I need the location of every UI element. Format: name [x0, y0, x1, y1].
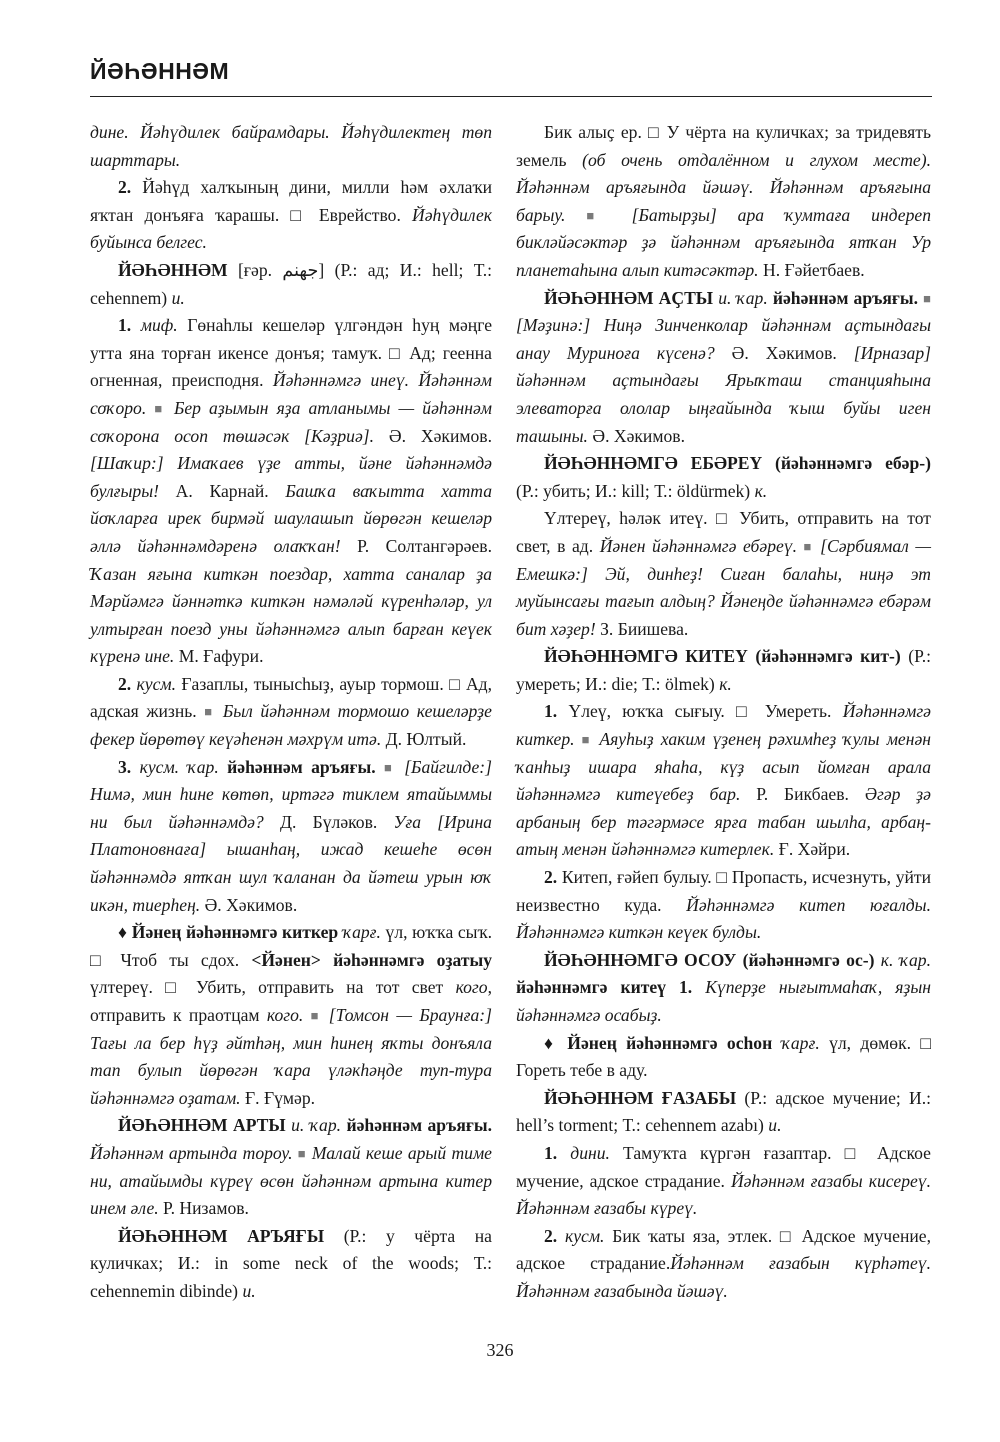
italic-text: [Томсон — Браунға:] Тағы ла бер һүҙ әйтһәң, мин һинең яҡты донъяла тап булып йөрөгән ҡара үләкһәңде туп-тура йәһәннәмгә оҙатам. [90, 1005, 492, 1108]
text: Ғ. Хәйри. [774, 839, 851, 860]
dictionary-paragraph [90, 174, 492, 257]
text: Н. Ғәйетбаев. [758, 259, 865, 280]
text: Бик ҡаты яза, этлек. □ Адское мучение, адское страдание. [516, 1225, 931, 1274]
dictionary-paragraph [90, 257, 492, 312]
italic-text: Йәһәннәм артында тороу. [90, 1142, 298, 1163]
bold-text: ЙӘҺӘННӘМ АРЪЯҒЫ [118, 1225, 344, 1246]
italic-text: [Мәҙинә:] Ниңә Зинченколар йәһәннәм аҫтындағы анау Муриноға күсенә? [516, 315, 931, 363]
page-number: 326 [486, 1340, 514, 1360]
italic-text: и. [242, 1280, 256, 1301]
text: үлтереү. □ Убить, отправить на тот свет [90, 977, 456, 998]
italic-text: Әгәр ҙә арбаның бер тәгәрмәсе ярға табан шылһа, арбаң-атың менән йәһәннәмгә китерлек. [516, 784, 931, 860]
italic-text: Йәһәннәмгә инеү. Йәһәннәм соҡоро. [90, 370, 492, 418]
dictionary-paragraph [516, 505, 931, 643]
running-head: ЙӘҺӘННӘМ [90, 58, 230, 84]
italic-text: [Сәрбиямал — Емешкә:] Эй, динһеҙ! Сиған балаһы, ниңә эт муйынсағы тағып алдың? Йәнеңде йәһәннәмгә ебәрәм бит хәҙер! [516, 535, 932, 639]
bold-text: ♦ Йәнең йәһәннәмгә осһон [544, 1032, 782, 1053]
text: Ә. Хәкимов. [587, 425, 685, 446]
italic-text: и. [171, 287, 185, 308]
italic-text: Күперҙе нығытмаһаҡ, яҙын йәһәннәмгә осабыҙ. [516, 977, 931, 1025]
italic-text: Йәһәннәмгә киткер. [516, 701, 931, 750]
italic-text: Аяуһыҙ хаким үҙенең рәхимһеҙ ҡулы менән ҡанһыҙ ишара яһаһа, күҙ асып йомған арала йәһәннәмгә китеүебеҙ бар. [516, 729, 932, 805]
example-marker-icon: ■ [581, 732, 593, 748]
italic-text: и. [768, 1115, 782, 1136]
dictionary-paragraph [516, 947, 931, 1030]
text: үл, юҡҡа сыҡ. □ Чтоб ты сдох. [90, 922, 492, 970]
dictionary-paragraph [90, 754, 492, 920]
italic-text: миф. [140, 315, 178, 336]
bold-text: ЙӘҺӘННӘМ АРТЫ [118, 1115, 292, 1136]
example-marker-icon: ■ [310, 1008, 322, 1023]
text: Тамуҡта күргән ғазаптар. □ Адское мучение, адское страдание. [516, 1142, 931, 1191]
italic-text: Йәһүдилек буйынса белгес. [90, 204, 492, 253]
text: Үлеү, юҡҡа сығыу. □ Умереть. [568, 701, 843, 722]
text: (Р.: у чёрта на куличках; И.: in some neck of the woods; Т.: cehennemin dibinde) [90, 1225, 492, 1301]
bold-text: ЙӘҺӘННӘМ [118, 259, 238, 280]
bold-text: 1. [544, 1142, 571, 1163]
italic-text: и. ҡар. [718, 287, 768, 308]
example-marker-icon: ■ [297, 1145, 307, 1161]
italic-text: Малай кеше арый тиме ни, атайымды күреү өсөн йәһәннәм артына китер инем әле. [90, 1142, 492, 1219]
italic-text: [Шаҡир:] Имаҡаев үҙе атты, йәне йәһәннәмдә булғыры! [90, 453, 492, 501]
text: З. Биишева. [595, 618, 689, 639]
left-column [90, 119, 492, 1306]
italic-text: к. [719, 673, 732, 694]
text: (Р.: убить; И.: kill; Т.: öldürmek) [516, 480, 755, 501]
bold-text: 2. [118, 673, 137, 694]
dictionary-paragraph [516, 698, 931, 864]
bold-text: 2. [118, 177, 143, 198]
italic-text: дини. [570, 1142, 610, 1163]
example-marker-icon: ■ [586, 207, 611, 223]
dictionary-paragraph [90, 119, 492, 174]
italic-text: Йәнен йәһәннәмгә ебәреү. [599, 535, 804, 556]
dictionary-paragraph [516, 1140, 931, 1223]
example-marker-icon: ■ [154, 400, 166, 416]
text: (Р.: умереть; И.: die; Т.: ölmek) [516, 646, 931, 694]
text: Д. Бүләков. [263, 811, 394, 832]
italic-text: Йәһәннәмгә китеп юғалды. Йәһәннәмгә киткән кеүек булды. [516, 894, 931, 943]
text: Бик алыҫ ер. □ У чёрта на куличках; за тридевять земель [516, 122, 931, 170]
text: Йәһүд халҡының дини, милли һәм әхлаҡи яҡтан донъяға ҡарашы. □ Еврейство. [90, 177, 492, 225]
bold-text: ЙӘҺӘННӘМГӘ КИТЕҮ (йәһәннәмгә кит-) [544, 646, 909, 667]
dictionary-paragraph [90, 1223, 492, 1306]
dictionary-paragraph [516, 1030, 931, 1085]
dictionary-paragraph [516, 119, 931, 285]
bold-text: ЙӘҺӘННӘМ АҪТЫ [544, 287, 719, 308]
text: Д. Юлтый. [381, 729, 467, 750]
italic-text: кого [455, 977, 488, 998]
dictionary-paragraph [516, 1085, 931, 1140]
bold-text: йәһәннәмгә китеү 1. [516, 977, 706, 998]
dictionary-paragraph [516, 643, 931, 698]
text: Ә. Хәкимов. [200, 894, 298, 915]
text: Ә. Хәкимов. [374, 425, 493, 446]
text: (Р.: адское мучение; И.: hell’s torment; Т.: cehennem azabı) [516, 1087, 931, 1136]
text: , отправить к праотцам [90, 977, 492, 1025]
italic-text: ҡарғ. [342, 922, 381, 943]
italic-text: Ҡазан яғына киткән поездар, хатта саналар ҙа Мәрйәмгә йәннәткә киткән нәмәләй күренһәләр, ул ултырған поезд уны йәһәннәмгә алып барған кеүек күренә ине. [90, 563, 492, 667]
italic-text: (об очень отдалённом и глухом месте). Йәһәннәм аръяғында йәшәү. Йәһәннәм аръяғына барыу. [516, 149, 931, 225]
italic-text: Башҡа ваҡытта хатта йоҡларға ирек бирмәй шаулашып йөрөгән кешеләр әллә йәһәннәмдәренә олаҡҡан! [90, 480, 492, 556]
bold-text: 1. [544, 701, 569, 722]
text: Үлтереү, һәләк итеү. □ Убить, отправить на тот свет, в ад. [516, 508, 931, 556]
example-marker-icon: ■ [204, 704, 216, 720]
text: Р. Солтангәрәев. [340, 535, 492, 556]
italic-text: к. [754, 480, 768, 501]
dictionary-paragraph [516, 1223, 931, 1306]
bold-text: йәһәннәм аръяғы. [218, 756, 384, 777]
italic-text: [Ирназар] йәһәннәм аҫтындағы Ярыҡташ станцияһына элеваторға ололар ыңғайында ҡыш буйы иген ташыны. [516, 342, 931, 446]
dictionary-paragraph [90, 312, 492, 671]
text: Р. Низамов. [158, 1198, 249, 1219]
text: Гөнаһлы кешеләр үлгәндән һуң мәңге утта яна торған икенсе донъя; тамуҡ. □ Ад; геенна огненная, преисподня. [90, 315, 492, 391]
italic-text: Йәһәннәм ғазабы кисереү. Йәһәннәм ғазабы күреү. [516, 1170, 931, 1219]
bold-text: 2. [544, 1225, 565, 1246]
text: Р. Бикбаев. [740, 784, 865, 805]
italic-text: кусм. [136, 673, 177, 694]
header-rule [90, 96, 932, 97]
dictionary-paragraph [516, 285, 931, 451]
text: үл, дөмөк. □ Гореть тебе в аду. [516, 1032, 931, 1081]
italic-text: Был йәһәннәм тормошо кешеләрҙе фекер йөрөтөү кеүәһенән мәхрүм итә. [90, 701, 492, 750]
text: А. Карнай. [158, 480, 286, 501]
dictionary-paragraph [516, 450, 931, 505]
italic-text: кусм. [564, 1225, 605, 1246]
text: [ғәр. جهنم] (Р.: ад; И.: hell; Т.: cehennem) [90, 259, 493, 308]
dictionary-paragraph [90, 919, 492, 1112]
dictionary-paragraph [516, 864, 931, 947]
italic-text: кого. [266, 1005, 311, 1025]
italic-text: Йәһәннәм ғазабын күрһәтеү. Йәһәннәм ғазабында йәшәү. [516, 1253, 931, 1301]
text: Ә. Хәкимов. [714, 342, 854, 363]
text: Ғазаплы, тынысһыҙ, ауыр тормош. □ Ад, адская жизнь. [90, 673, 493, 722]
italic-text: Бер аҙымын яҙа атланымы — йәһәннәм соҡорона осоп төшәсәк [Кәҙриә]. [90, 397, 492, 446]
bold-text: ЙӘҺӘННӘМГӘ ЕБӘРЕҮ (йәһәннәмгә ебәр-) [544, 453, 931, 474]
text: М. Ғафури. [174, 646, 264, 667]
bold-text: 3. [118, 756, 140, 777]
italic-text: [Байгилде:] Нимә, мин һине көтөп, иртәгә тиклем ятайыммы ни был йәһәннәмдә? [90, 756, 492, 832]
example-marker-icon: ■ [923, 290, 931, 306]
dictionary-paragraph [90, 1112, 492, 1222]
dictionary-paragraph [90, 671, 492, 754]
bold-text: 2. [544, 867, 562, 888]
italic-text: к. ҡар. [880, 949, 931, 970]
bold-text: 1. [118, 315, 141, 336]
italic-text: ҡарғ. [781, 1032, 820, 1053]
italic-text: дине. Йәһүдилек байрамдары. Йәһүдилектең төп шарттары. [90, 122, 492, 170]
italic-text: и. ҡар. [291, 1115, 342, 1136]
text: Китеп, ғәйеп булыу. □ Пропасть, исчезнуть, уйти неизвестно куда. [516, 867, 932, 915]
example-marker-icon: ■ [383, 759, 396, 775]
bold-text: ♦ Йәнең йәһәннәмгә киткер [118, 922, 343, 943]
bold-text: ЙӘҺӘННӘМГӘ ОСОУ (йәһәннәмгә ос-) [544, 949, 881, 970]
right-column [516, 119, 931, 1306]
bold-text: ЙӘҺӘННӘМ ҒАЗАБЫ [544, 1087, 745, 1108]
italic-text: [Батырҙы] ара ҡумтаға индереп бикләйәсәктәр ҙә йәһәннәм аръяғында ятҡан Ур планетаһына алып китәсәктәр. [516, 204, 932, 280]
example-marker-icon: ■ [803, 538, 814, 554]
bold-text: йәһәннәм аръяғы. [767, 287, 924, 308]
text: Ғ. Ғүмәр. [240, 1087, 316, 1108]
bold-text: <Йәнен> йәһәннәмгә оҙатыу [251, 949, 492, 970]
bold-text: йәһәннәм аръяғы. [341, 1115, 492, 1136]
italic-text: кусм. ҡар. [139, 756, 219, 777]
italic-text: Уға [Ирина Платоновнаға] ышанһаң, ижад кешеһе өсөн йәһәннәмдә ятҡан шул ҡаланан да йәтеш урын юҡ икән, тиерһең. [90, 811, 492, 915]
